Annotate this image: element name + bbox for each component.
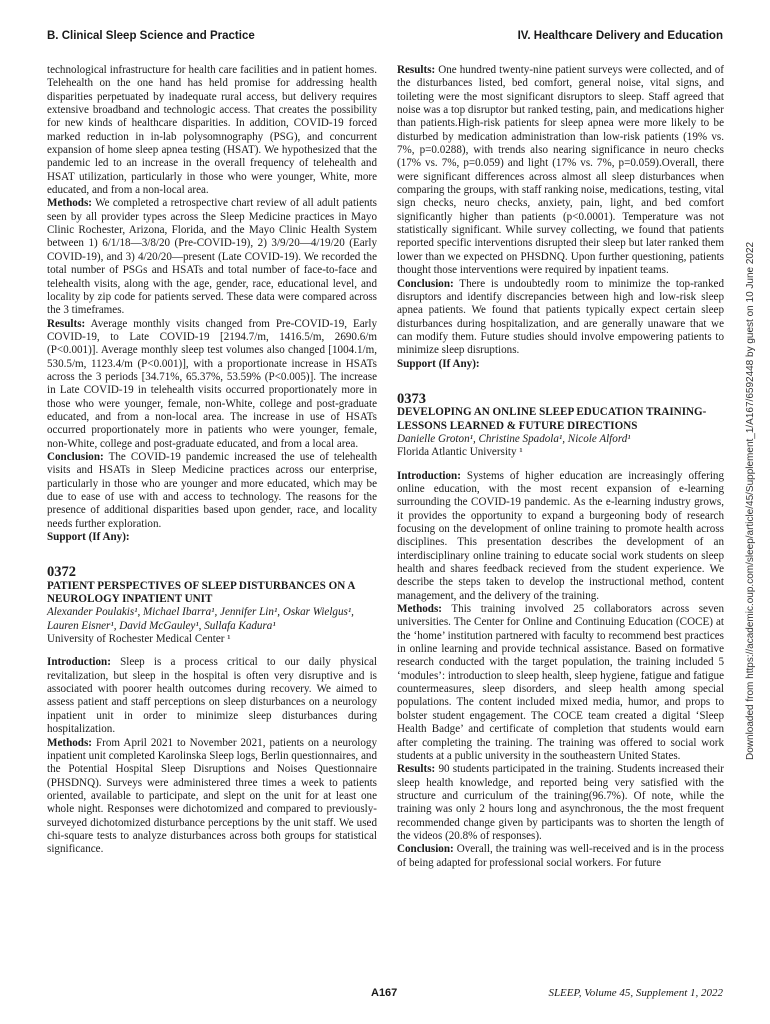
journal-citation: SLEEP, Volume 45, Supplement 1, 2022: [548, 987, 723, 999]
results-label: Results:: [47, 317, 86, 330]
abstract-0372-conclusion: [397, 278, 724, 358]
abstract-0372-intro: [47, 656, 377, 736]
abstract-0372-support: [397, 358, 724, 371]
results-label: Results:: [397, 64, 436, 76]
intro-continued: technological infrastructure for health care facilities and in patient homes. Telehealth on the one hand has held promise for addressing health disparities perpetuated by inadequate rural access, but delivery requires extensive broadband and technologic access. That creates the possibility for new kinds of healthcare disparities. In addition, COVID-19 forced marked reduction in in-lab polysomnography (PSG), and concurrent expansion of home sleep apnea testing (HSAT). We hypothesized that the pandemic led to an increase in the overall frequency of telehealth and HSAT utilization, particularly in those who were younger, White, more educated, and from a non-local area.: [47, 64, 377, 197]
intro-label: Introduction:: [47, 656, 111, 669]
results-text: Average monthly visits changed from Pre-COVID-19, Early COVID-19, to Late COVID-19 [2194.7/m, 1416.5/m, 2690.6/m (P<0.001)]. Average monthly sleep test volumes also changed [1004.1/m, 530.5/m, 1123.4/m (P<0.001)], with a proportionate increase in HSATs across the 3 periods [34.71%, 65.37%, 53.59% (P<0.005)]. The increase in Late COVID-19 in telehealth visits occurred proportionately more in those who were younger, female, non-White, college and post-graduate educated, and from a non-local area. The increase in use of HSATs occurred proportionately more in patients who were younger, female, non-White, college and post-graduate educated, and from a local area.: [47, 317, 377, 450]
abstract-authors-0373: Danielle Groton¹, Christine Spadola¹, Nicole Alford¹: [397, 432, 631, 445]
conclusion-text: The COVID-19 pandemic increased the use of telehealth visits and HSATs in Sleep Medicine practices across our enterprise, particularly in those who are younger and more educated, which may be due to ease of use with and access to technology. The reasons for the presence of additional disparities based upon gender, race, and locality needs further exploration.: [47, 450, 377, 530]
abstract-0372-methods: [47, 737, 377, 857]
abstract-affiliation-0373: Florida Atlantic University ¹: [397, 446, 523, 459]
intro-label: Introduction:: [397, 469, 461, 482]
support-paragraph: [47, 531, 377, 544]
running-header-topic: IV. Healthcare Delivery and Education: [517, 30, 723, 42]
abstract-0372-results: [397, 64, 724, 278]
conclusion-label: Conclusion:: [47, 450, 104, 463]
abstract-0373-results: [397, 763, 724, 843]
right-column: [397, 64, 724, 870]
left-column: [47, 64, 377, 857]
support-label: Support (If Any):: [47, 531, 130, 544]
results-label: Results:: [397, 763, 436, 776]
conclusion-label: Conclusion:: [397, 277, 454, 290]
abstract-affiliation-0372: University of Rochester Medical Center ¹: [47, 633, 231, 646]
abstract-title-0373: DEVELOPING AN ONLINE SLEEP EDUCATION TRAINING-LESSONS LEARNED & FUTURE DIRECTIONS: [397, 406, 707, 432]
methods-text: This training involved 25 collaborators across seven universities. The Center for Online and Continuing Education (COCE) at the ‘home’ institution partnered with faculty to recommend best practices in online learning and provide technical assistance. Based on formative research conducted with the target population, the training included 5 ‘modules’: introduction to sleep health, sleep hygiene, fatigue and fatigue countermeasures, sleep disorders, and sleep health among special populations. The content included mixed media, humor, and props to bolster student engagement. The COCE team created a digital ‘Sleep Health Badge’ and certificate of completion that students would earn after completing the training. The training was offered to social work students at a public university in the southeastern United States.: [397, 603, 724, 762]
support-label: Support (If Any):: [397, 357, 480, 370]
methods-label: Methods:: [47, 197, 92, 210]
methods-text: From April 2021 to November 2021, patients on a neurology inpatient unit completed Karolinska Sleep logs, Berlin questionnaires, and the Potential Hospital Sleep Disruptions and Noises Questionnaire (PHSDNQ). Surveys were administered three times a week to patients oriented, available to participate, and slept on the unit for at least one whole night. Responses were dichotomized and compared to previously-surveyed dichotomized disturbance perceptions by the unit staff. We used chi-square tests to analyze disturbances across both groups for statistical significance.: [47, 736, 377, 856]
methods-label: Methods:: [397, 603, 442, 616]
methods-paragraph: [47, 197, 377, 317]
abstract-0373-intro: [397, 470, 724, 603]
abstract-0373-methods: [397, 603, 724, 763]
abstract-title-0372: PATIENT PERSPECTIVES OF SLEEP DISTURBANCES ON A NEUROLOGY INPATIENT UNIT: [47, 579, 355, 606]
abstract-number-0372: 0372: [47, 564, 76, 581]
conclusion-text: Overall, the training was well-received and is in the process of being adapted for professional social workers. For future: [397, 843, 724, 869]
abstract-number-0373: 0373: [397, 390, 426, 407]
running-header-section: B. Clinical Sleep Science and Practice: [47, 30, 255, 42]
intro-text: Sleep is a process critical to our daily physical revitalization, but sleep in the hospital is often very disruptive and is associated with poorer health outcomes during recovery. We aimed to assess patient and staff perceptions on sleep disturbances on a neurology inpatient unit in order to minimize sleep disturbances during hospitalization.: [47, 656, 377, 736]
results-text: 90 students participated in the training. Students increased their sleep health knowledge, and reported being very satisfied with the structure and curriculum of the training(96.7%). Of note, while the training was only 2 hours long and asynchronous, the the most frequent recommended change given by participants was to shorten the length of the videos (20.8% of responses).: [397, 763, 724, 842]
download-watermark: Downloaded from https://academic.oup.com/sleep/article/45/Supplement_1/A167/6592448 by guest on 10 June 2022: [745, 241, 756, 760]
page-number: A167: [371, 987, 398, 999]
methods-text: We completed a retrospective chart review of all adult patients seen by all provider types across the Sleep Medicine practices in Mayo Clinic Rochester, Arizona, Florida, and the Mayo Clinic Health System between 1) 6/1/18—3/8/20 (Pre-COVID-19), 2) 3/9/20—4/19/20 (Early COVID-19), and 3) 4/20/20—present (Late COVID-19). We recorded the total number of PSGs and HSATs and total number of face-to-face and telehealth visits, along with the age, gender, race, educational level, and locality by zip code for patients served. These data were compared across the 3 timeframes.: [47, 197, 377, 317]
conclusion-paragraph: [47, 451, 377, 531]
intro-text: Systems of higher education are increasingly offering online education, with the most recent expansion of e-learning surrounding the COVID-19 pandemic. As the e-learning industry grows, it provides the opportunity to expand a burgeoning body of research focusing on the development of online training to promote health across disciplines. This presentation describes the development of an interdisciplinary online training to educate social work students on sleep health and shares feedback recieved from the student experience. We describe the steps taken to develop the instructional method, content management, and the delivery of the training.: [397, 469, 724, 602]
abstract-0373-conclusion: [397, 843, 724, 870]
abstract-authors-0372: Alexander Poulakis¹, Michael Ibarra¹, Jennifer Lin¹, Oskar Wielgus¹, Lauren Eisner¹, David McGauley¹, Sullafa Kadura¹: [47, 606, 354, 632]
results-paragraph: [47, 318, 377, 451]
results-text: One hundred twenty-nine patient surveys were collected, and of the disturbances listed, bed comfort, general noise, vital signs, and toileting were the most significant disruptors to sleep. Staff agreed that noise was a top disruptor but ranked testing, pain, and medications higher than patients.High-risk patients for sleep apnea were more likely to be disturbed by medication administration than low-risk patients (19% vs. 7%, p=0.0288), with trends also nearing significance in neuro checks (17% vs. 7%, p=0.059) and light (17% vs. 7%, p=0.059).Overall, there were significant differences across almost all sleep disturbances when comparing the groups, with staff ranking noise, medications, testing, vital sign checks, neuro checks, anxiety, pain, light, and bed comfort significantly higher than patients (p<0.0001). Temperature was not statistically significant. While survey collecting, we found that patients reported specific interventions disrupted their sleep but later ranked them lower than we expected on PHSDNQ. Upon further questioning, patients thought those interventions were required by inpatient teams.: [397, 64, 724, 277]
methods-label: Methods:: [47, 736, 92, 749]
conclusion-label: Conclusion:: [397, 843, 454, 856]
conclusion-text: There is undoubtedly room to minimize the top-ranked disruptors and identify discrepancies between high and low-risk sleep apnea patients. We found that patients typically expect certain sleep disturbances during hospitalization, and are generally unaware that we can modify them. Future studies should involve empowering patients to minimize sleep disruptions.: [397, 277, 724, 357]
